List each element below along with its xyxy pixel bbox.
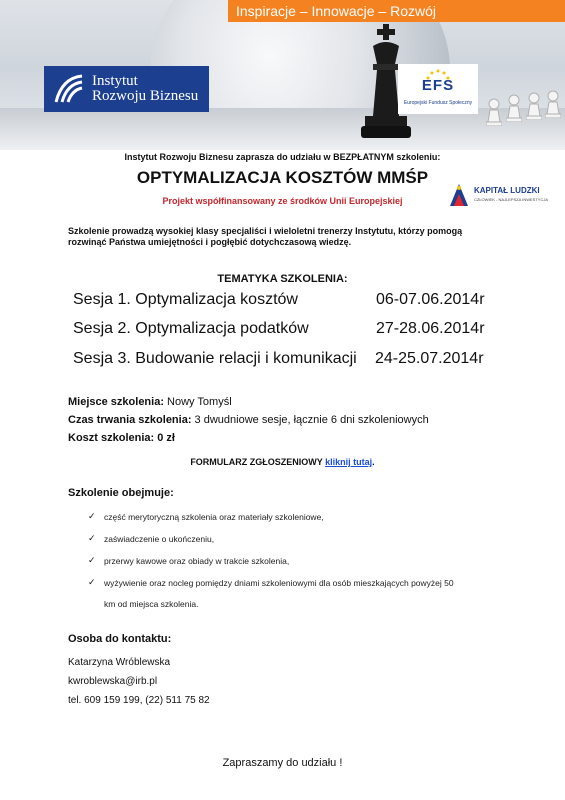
form-text: FORMULARZ ZGŁOSZENIOWY xyxy=(190,457,326,467)
intro-prefix: Instytut Rozwoju Biznesu zaprasza do udziału w xyxy=(124,152,334,162)
place-label: Miejsce szkolenia: xyxy=(68,396,164,408)
duration-value: 3 dwudniowe sesje, łącznie 6 dni szkoleniowych xyxy=(191,414,429,426)
contact-email[interactable]: kwroblewska@irb.pl xyxy=(68,676,158,687)
list-item: część merytoryczną szkolenia oraz materiały szkoleniowe, xyxy=(104,512,324,522)
page-title: OPTYMALIZACJA KOSZTÓW MMŚP xyxy=(136,168,429,187)
closing-text: Zapraszamy do udziału ! xyxy=(222,757,343,769)
check-icon: ✓ xyxy=(88,555,96,565)
list-item-continuation: km od miejsca szkolenia. xyxy=(104,599,199,609)
session-date: 24-25.07.2014r xyxy=(375,350,484,367)
tagline-bar: Inspiracje – Innowacje – Rozwój xyxy=(228,0,565,22)
efs-logo-sub: Europejski Fundusz Społeczny xyxy=(403,100,473,106)
irb-logo xyxy=(44,66,209,112)
check-icon: ✓ xyxy=(88,511,96,521)
efs-logo xyxy=(398,64,478,114)
pawn-icon xyxy=(506,94,522,122)
header-banner xyxy=(0,0,565,150)
irb-logo-line2: Rozwoju Biznesu xyxy=(92,88,199,104)
check-icon: ✓ xyxy=(88,577,96,587)
contact-phone: tel. 609 159 199, (22) 511 75 82 xyxy=(68,695,210,706)
session-name: Sesja 3. Budowanie relacji i komunikacji xyxy=(73,350,357,367)
kapital-ludzki-icon xyxy=(448,182,470,208)
session-name: Sesja 1. Optymalizacja kosztów xyxy=(73,291,298,308)
pawn-icon xyxy=(486,98,502,126)
duration-line xyxy=(68,414,429,426)
cost-line xyxy=(68,432,175,444)
session-date: 06-07.06.2014r xyxy=(376,291,485,308)
irb-logo-icon xyxy=(52,72,86,106)
irb-logo-line1: Instytut xyxy=(92,73,138,89)
intro-text xyxy=(0,152,565,162)
covers-heading: Szkolenie obejmuje: xyxy=(68,487,174,499)
cost-label: Koszt szkolenia: 0 zł xyxy=(68,432,175,444)
intro-suffix: szkoleniu: xyxy=(393,152,441,162)
intro-emphasis: BEZPŁATNYM xyxy=(333,152,394,162)
form-period: . xyxy=(372,457,375,467)
chessboard-image xyxy=(0,108,565,150)
registration-form-line xyxy=(0,457,565,467)
check-icon: ✓ xyxy=(88,533,96,543)
list-item: przerwy kawowe oraz obiady w trakcie szkolenia, xyxy=(104,556,290,566)
list-item: wyżywienie oraz nocleg pomiędzy dniami szkoleniowymi dla osób mieszkających powyżej 50 xyxy=(104,578,454,588)
duration-label: Czas trwania szkolenia: xyxy=(68,414,192,426)
topics-heading: TEMATYKA SZKOLENIA: xyxy=(217,273,348,285)
list-item: zaświadczenie o ukończeniu, xyxy=(104,534,215,544)
session-name: Sesja 2. Optymalizacja podatków xyxy=(73,320,309,337)
pawn-icon xyxy=(545,90,561,118)
kapital-ludzki-logo xyxy=(448,180,548,210)
session-date: 27-28.06.2014r xyxy=(376,320,485,337)
contact-heading: Osoba do kontaktu: xyxy=(68,633,172,645)
efs-logo-word: EFS xyxy=(421,77,455,94)
place-value: Nowy Tomyśl xyxy=(164,396,232,408)
training-description: Szkolenie prowadzą wysokiej klasy specjaliści i wieloletni trenerzy Instytutu, którzy pomogą rozwinąć Państwa umiejętności i pogłębić dotychczasową wiedzę. xyxy=(68,226,463,247)
cofinancing-note: Projekt współfinansowany ze środków Unii Europejskiej xyxy=(162,196,403,206)
form-link[interactable]: kliknij tutaj xyxy=(325,457,373,467)
contact-name: Katarzyna Wróblewska xyxy=(68,657,171,668)
place-line xyxy=(68,396,232,408)
pawn-icon xyxy=(526,92,542,120)
kapital-ludzki-sub: CZŁOWIEK - NAJLEPSZA INWESTYCJA xyxy=(474,197,549,202)
kapital-ludzki-word: KAPITAŁ LUDZKI xyxy=(474,186,540,195)
